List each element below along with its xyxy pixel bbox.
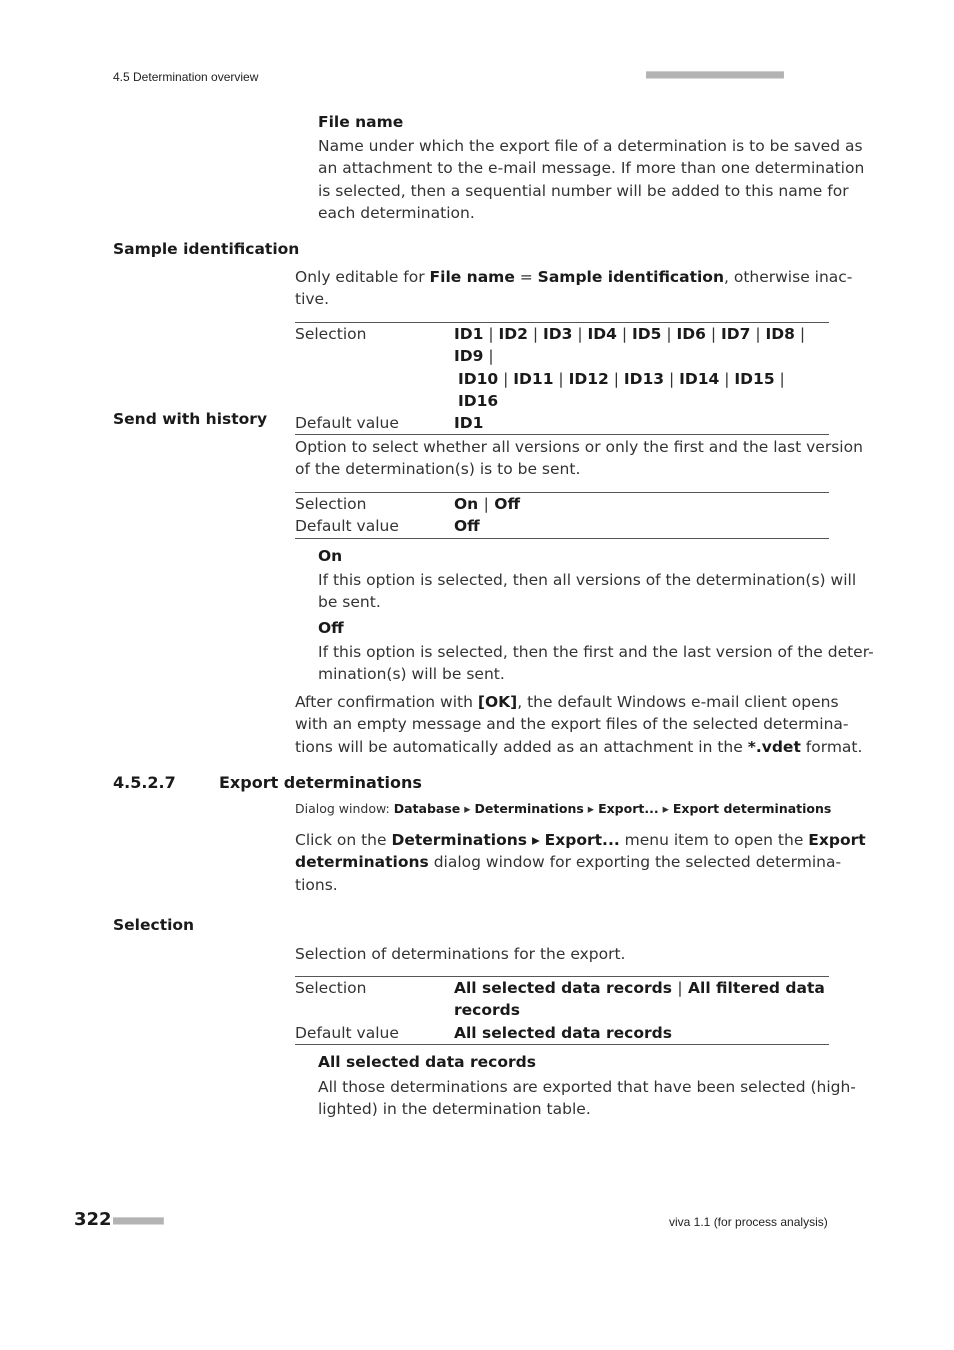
id-option: ID5: [632, 325, 662, 343]
table-row: [295, 977, 829, 1022]
off-option-title: Off: [318, 619, 344, 637]
id-option: ID15: [734, 369, 775, 388]
path-item: Export determinations: [672, 801, 832, 816]
option-all-filtered: All filtered data: [688, 979, 825, 997]
off-option-description: [318, 641, 874, 686]
id-option: ID12: [568, 369, 609, 388]
separator: |: [527, 325, 543, 343]
text-run: =: [514, 268, 538, 286]
selection-label: Selection: [295, 979, 367, 997]
id-option: ID3: [543, 325, 573, 343]
selection-heading: Selection: [113, 916, 195, 934]
page-number: 322: [74, 1209, 112, 1230]
id-option: ID8: [765, 325, 795, 343]
dialog-ref: determinations: [295, 853, 429, 872]
option-off: Off: [494, 495, 520, 513]
table-row: [295, 493, 829, 516]
text-line: Option to select whether all versions or only the first and the last version: [295, 438, 863, 456]
text-line: All those determinations are exported that have been selected (high-: [318, 1078, 856, 1096]
default-value: ID1: [454, 414, 484, 433]
text-run: dialog window for exporting the selected determina-: [428, 853, 842, 872]
text-line: tive.: [295, 290, 330, 309]
footer-product: viva 1.1 (for process analysis): [669, 1215, 828, 1229]
text-run: , otherwise inac-: [723, 268, 853, 286]
selection-label: Selection: [295, 495, 367, 513]
text-line: an attachment to the e-mail message. If more than one determination: [318, 159, 865, 178]
sample-identification-description: [295, 266, 852, 311]
selection-param-table: [295, 976, 829, 1045]
table-row: [295, 1022, 829, 1045]
send-with-history-description: [295, 436, 863, 481]
path-item: Export...: [598, 801, 659, 816]
id-option: ID14: [679, 369, 720, 388]
arrow-right-icon: ▸: [464, 801, 471, 816]
text-line: Name under which the export file of a determination is to be saved as: [318, 137, 863, 155]
id-option: ID11: [513, 369, 554, 388]
text-line: tions.: [295, 875, 338, 894]
text-run: Click on the: [295, 831, 392, 849]
id-option: ID6: [676, 325, 706, 343]
default-value-label: Default value: [295, 414, 399, 433]
selection-values: On | Off: [454, 495, 520, 513]
separator: |: [750, 325, 766, 343]
separator: |: [719, 369, 735, 388]
dialog-ref: Export: [808, 831, 866, 849]
selection-description: Selection of determinations for the export.: [295, 945, 626, 963]
separator: |: [616, 325, 632, 343]
text-run: Only editable for: [295, 268, 430, 286]
arrow-right-icon: ▸: [587, 801, 595, 816]
text-line: with an empty message and the export files of the selected determina-: [295, 715, 849, 734]
text-run: Sample identification: [537, 268, 724, 286]
default-value-label: Default value: [295, 1023, 399, 1042]
id-values-row-1: [454, 323, 829, 368]
default-value-label: Default value: [295, 517, 399, 536]
arrow-right-icon: ▸: [662, 801, 669, 816]
text-run: format.: [800, 737, 863, 756]
separator: |: [498, 369, 514, 388]
all-selected-title: All selected data records: [318, 1053, 536, 1071]
table-row: [295, 515, 829, 538]
file-name-title: File name: [318, 113, 404, 131]
table-row: [295, 323, 829, 413]
text-line: mination(s) will be sent.: [318, 665, 505, 684]
text-line: lighted) in the determination table.: [318, 1100, 591, 1119]
default-value: Off: [454, 517, 480, 536]
separator: |: [705, 325, 721, 343]
id-option: ID16: [458, 391, 499, 410]
send-with-history-param-table: [295, 492, 829, 539]
text-line: be sent.: [318, 593, 381, 612]
id-option: ID2: [498, 325, 528, 343]
section-title: Export determinations: [219, 773, 422, 792]
text-run: , the default Windows e-mail client opens: [517, 693, 839, 711]
separator: |: [774, 369, 785, 388]
id-option: ID1: [454, 325, 484, 343]
text-run: tions will be automatically added as an attachment in the: [295, 737, 748, 756]
selection-label: Selection: [295, 325, 367, 343]
footer-decoration-dots: ■■■■■■■■: [113, 1213, 163, 1227]
export-click-paragraph: [295, 829, 866, 896]
section-number: 4.5.2.7: [113, 773, 176, 792]
text-run: File name: [429, 268, 515, 286]
option-all-selected: All selected data records: [454, 979, 672, 997]
menu-ref: Export...: [544, 831, 620, 849]
after-confirmation-paragraph: [295, 691, 862, 758]
separator: |: [553, 369, 569, 388]
file-name-description: [318, 135, 864, 224]
text-line: If this option is selected, then all versions of the determination(s) will: [318, 571, 857, 589]
all-selected-description: [318, 1076, 856, 1121]
path-item: Determinations: [474, 801, 584, 816]
text-line: of the determination(s) is to be sent.: [295, 460, 581, 479]
option-all-filtered-cont: records: [454, 1001, 520, 1020]
path-item: Database: [393, 801, 461, 816]
dialog-window-path: [295, 801, 831, 816]
id-values-row-2: [454, 368, 829, 413]
text-line: is selected, then a sequential number will be added to this name for: [318, 181, 849, 200]
selection-values: All selected data records | All filtered data records: [454, 977, 829, 1022]
arrow-right-icon: ▸: [531, 831, 540, 849]
selection-values: [454, 323, 829, 413]
text-line: If this option is selected, then the first and the last version of the deter-: [318, 643, 874, 661]
id-option: ID10: [458, 369, 499, 388]
separator: |: [483, 325, 499, 343]
on-option-description: [318, 569, 856, 614]
dialog-path-prefix: Dialog window:: [295, 801, 394, 816]
separator: |: [661, 325, 677, 343]
id-option: ID13: [623, 369, 665, 388]
text-line: each determination.: [318, 203, 475, 222]
option-on: On: [454, 495, 479, 513]
separator: |: [664, 369, 680, 388]
text-run: After confirmation with: [295, 693, 478, 711]
on-option-title: On: [318, 547, 343, 565]
send-with-history-heading: Send with history: [113, 410, 268, 428]
default-value: All selected data records: [454, 1023, 672, 1042]
text-run: menu item to open the: [619, 831, 809, 849]
sample-identification-param-table: [295, 322, 829, 435]
id-option: ID4: [587, 325, 617, 343]
id-option: ID7: [721, 325, 751, 343]
ok-button-ref: [OK]: [477, 693, 518, 711]
sample-identification-heading: Sample identification: [113, 240, 300, 258]
separator: |: [608, 369, 624, 388]
running-header-section: 4.5 Determination overview: [113, 70, 259, 84]
table-row: [295, 412, 829, 435]
menu-ref: Determinations: [391, 831, 528, 849]
file-extension: *.vdet: [747, 737, 801, 756]
separator: |: [794, 325, 806, 343]
header-decoration-dots: ■■■■■■■■■■■■■■■■■■■■■■: [646, 67, 783, 81]
separator: |: [572, 325, 588, 343]
separator: |: [483, 347, 494, 366]
id-option: ID9: [454, 347, 484, 366]
